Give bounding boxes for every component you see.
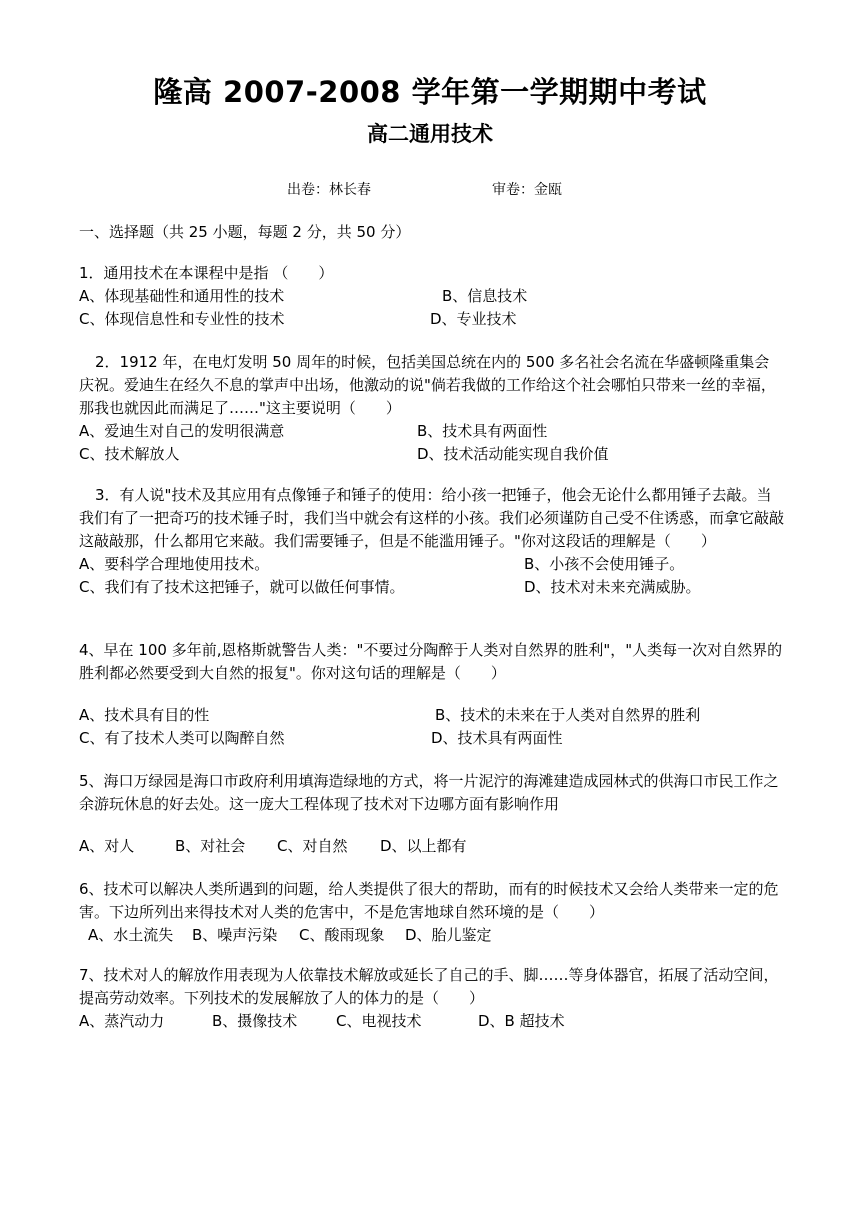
option-a: A、对人	[79, 837, 135, 855]
question-6	[79, 878, 784, 947]
option-b: B、小孩不会使用锤子。	[524, 555, 685, 573]
section-heading: 一、选择题（共 25 小题，每题 2 分，共 50 分）	[79, 223, 411, 241]
option-a: A、技术具有目的性	[79, 706, 210, 724]
option-d: D、技术对未来充满威胁。	[524, 578, 701, 596]
option-d: D、专业技术	[430, 310, 517, 328]
question-stem: 3．有人说"技术及其应用有点像锤子和锤子的使用：给小孩一把锤子，他会无论什么都用锤子去敲。当我们有了一把奇巧的技术锤子时，我们当中就会有这样的小孩。我们必须谨防自己受不住诱惑，而拿它敲敲这敲敲那，什么都用它来敲。我们需要锤子，但是不能滥用锤子。"你对这段话的理解是（ ）	[79, 486, 785, 550]
question-stem: 2．1912 年，在电灯发明 50 周年的时候，包括美国总统在内的 500 多名社会名流在华盛顿隆重集会庆祝。爱迪生在经久不息的掌声中出场，他激动的说"倘若我做的工作给这个社会哪怕只带来一丝的幸福，那我也就因此而满足了……"这主要说明（ ）	[79, 353, 776, 417]
question-1	[79, 262, 784, 331]
option-a: A、要科学合理地使用技术。	[79, 555, 270, 573]
question-stem: 7、技术对人的解放作用表现为人依靠技术解放或延长了自己的手、脚……等身体器官，拓展了活动空间，提高劳动效率。下列技术的发展解放了人的体力的是（ ）	[79, 966, 779, 1007]
option-c: C、体现信息性和专业性的技术	[79, 310, 285, 328]
question-3	[79, 484, 784, 599]
option-d: D、B 超技术	[478, 1012, 565, 1030]
option-d: D、胎儿鉴定	[405, 926, 492, 944]
option-b: B、噪声污染	[192, 926, 278, 944]
question-stem: 5、海口万绿园是海口市政府利用填海造绿地的方式，将一片泥泞的海滩建造成园林式的供海口市民工作之余游玩休息的好去处。这一庞大工程体现了技术对下边哪方面有影响作用	[79, 772, 779, 813]
option-a: A、水土流失	[88, 926, 174, 944]
question-2	[79, 351, 784, 466]
option-c: C、电视技术	[336, 1012, 422, 1030]
option-b: B、信息技术	[442, 287, 528, 305]
question-stem: 1．通用技术在本课程中是指 （ ）	[79, 264, 334, 282]
option-c: C、有了技术人类可以陶醉自然	[79, 729, 285, 747]
question-5	[79, 770, 784, 858]
reviewer-name: 审卷：金瓯	[492, 182, 562, 198]
author-name: 出卷：林长春	[287, 182, 371, 198]
option-d: D、以上都有	[380, 837, 467, 855]
option-c: C、对自然	[277, 837, 348, 855]
option-b: B、技术具有两面性	[417, 422, 548, 440]
question-stem: 4、早在 100 多年前,恩格斯就警告人类："不要过分陶醉于人类对自然界的胜利"，"人类每一次对自然界的胜利都必然要受到大自然的报复"。你对这句话的理解是（ ）	[79, 641, 783, 682]
option-d: D、技术具有两面性	[431, 729, 563, 747]
option-d: D、技术活动能实现自我价值	[417, 445, 609, 463]
option-b: B、对社会	[175, 837, 246, 855]
option-a: A、爱迪生对自己的发明很满意	[79, 422, 285, 440]
option-b: B、摄像技术	[212, 1012, 298, 1030]
question-4	[79, 639, 784, 750]
exam-subtitle: 高二通用技术	[367, 122, 493, 146]
option-c: C、技术解放人	[79, 445, 180, 463]
question-stem: 6、技术可以解决人类所遇到的问题，给人类提供了很大的帮助，而有的时候技术又会给人类带来一定的危害。下边所列出来得技术对人类的危害中，不是危害地球自然环境的是（ ）	[79, 880, 779, 921]
exam-title: 隆高 2007-2008 学年第一学期期中考试	[153, 75, 707, 109]
option-c: C、酸雨现象	[299, 926, 385, 944]
option-a: A、蒸汽动力	[79, 1012, 165, 1030]
option-c: C、我们有了技术这把锤子，就可以做任何事情。	[79, 578, 405, 596]
option-a: A、体现基础性和通用性的技术	[79, 287, 285, 305]
option-b: B、技术的未来在于人类对自然界的胜利	[435, 706, 701, 724]
question-7	[79, 964, 784, 1033]
